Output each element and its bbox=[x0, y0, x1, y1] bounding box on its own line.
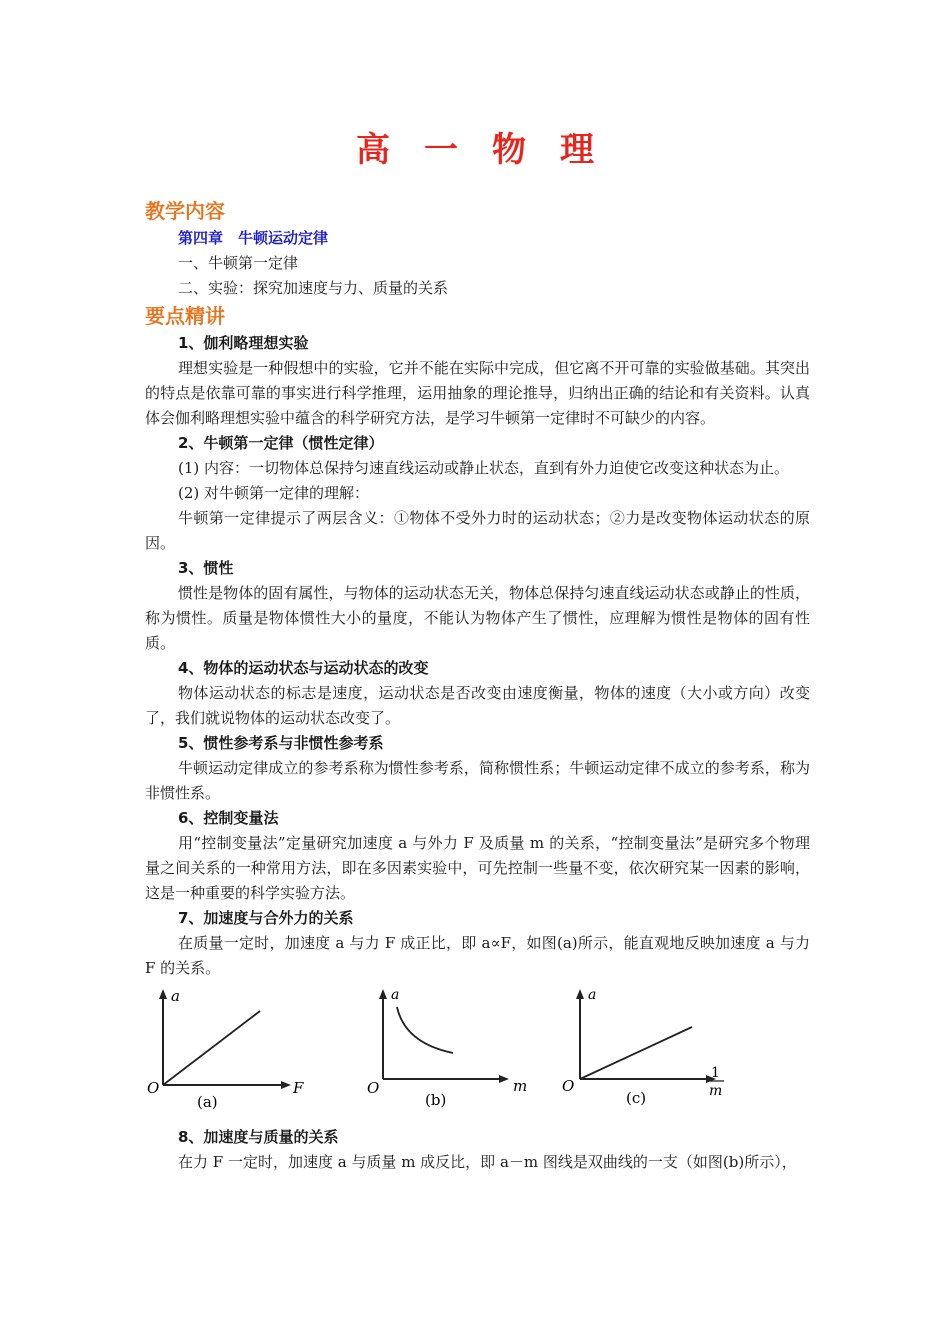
graph-b-caption: (b) bbox=[425, 1091, 447, 1109]
graph-b-curve bbox=[397, 1007, 453, 1053]
section-heading-3: 3、惯性 bbox=[178, 559, 234, 577]
graph-b-y-arrow bbox=[379, 989, 387, 999]
graph-b-y-label: a bbox=[391, 987, 400, 1003]
section-2-paragraph-1: (1) 内容：一切物体总保持匀速直线运动或静止状态，直到有外力迫使它改变这种状态为止。 bbox=[178, 459, 790, 477]
section-3-paragraph: 惯性是物体的固有属性，与物体的运动状态无关，物体总保持匀速直线运动状态或静止的性质，称为惯性。质量是物体惯性大小的量度，不能认为物体产生了惯性，应理解为惯性是物体的固有性质。 bbox=[145, 584, 810, 652]
section-2-paragraph-3: 牛顿第一定律提示了两层含义：①物体不受外力时的运动状态；②力是改变物体运动状态的原因。 bbox=[145, 509, 810, 552]
graph-c-y-arrow bbox=[576, 989, 584, 999]
graph-b-origin: O bbox=[367, 1079, 380, 1097]
graph-a-curve bbox=[163, 1011, 260, 1085]
section-1-paragraph: 理想实验是一种假想中的实验，它并不能在实际中完成，但它离不开可靠的实验做基础。其突出的特点是依靠可靠的事实进行科学推理，运用抽象的理论推导，归纳出正确的结论和有关资料。认真体会伽利略理想实验中蕴含的科学研究方法，是学习牛顿第一定律时不可缺少的内容。 bbox=[145, 359, 810, 427]
graph-b-x-label: m bbox=[513, 1077, 528, 1095]
section-2-paragraph-2: (2) 对牛顿第一定律的理解： bbox=[178, 484, 370, 502]
section-heading-2: 2、牛顿第一定律（惯性定律） bbox=[178, 434, 384, 452]
section-heading-5: 5、惯性参考系与非惯性参考系 bbox=[178, 734, 384, 752]
section-heading-4: 4、物体的运动状态与运动状态的改变 bbox=[178, 659, 429, 677]
graph-a-origin: O bbox=[147, 1079, 160, 1097]
key-points-heading: 要点精讲 bbox=[145, 304, 225, 328]
graph-a-y-label: a bbox=[171, 987, 180, 1005]
graph-a bbox=[145, 985, 315, 1113]
content-item-1: 一、牛顿第一定律 bbox=[178, 254, 299, 272]
graph-a-x-label: F bbox=[293, 1079, 304, 1097]
section-heading-6: 6、控制变量法 bbox=[178, 809, 279, 827]
section-4-paragraph: 物体运动状态的标志是速度，运动状态是否改变由速度衡量，物体的速度（大小或方向）改变了，我们就说物体的运动状态改变了。 bbox=[145, 684, 810, 727]
graph-b-x-arrow bbox=[499, 1075, 509, 1083]
section-7-paragraph: 在质量一定时，加速度 a 与力 F 成正比，即 a∝F，如图(a)所示，能直观地反映加速度 a 与力 F 的关系。 bbox=[145, 934, 810, 977]
teaching-content-heading: 教学内容 bbox=[145, 199, 225, 223]
graph-c-caption: (c) bbox=[626, 1089, 647, 1107]
content-item-2: 二、实验：探究加速度与力、质量的关系 bbox=[178, 279, 449, 297]
graph-c-x-denominator: m bbox=[709, 1083, 723, 1099]
graph-b bbox=[365, 985, 535, 1113]
graph-a-caption: (a) bbox=[197, 1093, 218, 1111]
chapter-title: 第四章 牛顿运动定律 bbox=[178, 229, 329, 247]
graph-c-origin: O bbox=[562, 1077, 575, 1095]
section-6-paragraph: 用“控制变量法”定量研究加速度 a 与外力 F 及质量 m 的关系，“控制变量法”是研究多个物理量之间关系的一种常用方法，即在多因素实验中，可先控制一些量不变，依次研究某一因素的影响，这是一种重要的科学实验方法。 bbox=[145, 834, 810, 902]
section-heading-7: 7、加速度与合外力的关系 bbox=[178, 909, 354, 927]
graph-c bbox=[560, 985, 745, 1113]
section-heading-8: 8、加速度与质量的关系 bbox=[178, 1128, 339, 1146]
section-5-paragraph: 牛顿运动定律成立的参考系称为惯性参考系，简称惯性系；牛顿运动定律不成立的参考系，称为非惯性系。 bbox=[145, 759, 810, 802]
graph-a-y-arrow bbox=[159, 989, 167, 999]
graph-figures bbox=[145, 985, 810, 1113]
document-body bbox=[145, 196, 810, 1175]
graph-c-x-numerator: 1 bbox=[711, 1065, 720, 1081]
section-heading-1: 1、伽利略理想实验 bbox=[178, 334, 309, 352]
graph-a-x-arrow bbox=[281, 1081, 291, 1089]
graph-c-y-label: a bbox=[588, 987, 597, 1003]
graph-c-curve bbox=[580, 1027, 692, 1079]
section-8-paragraph: 在力 F 一定时，加速度 a 与质量 m 成反比，即 a－m 图线是双曲线的一支（如图(b)所示）， bbox=[178, 1153, 797, 1171]
page-title: 高 一 物 理 bbox=[356, 130, 594, 170]
